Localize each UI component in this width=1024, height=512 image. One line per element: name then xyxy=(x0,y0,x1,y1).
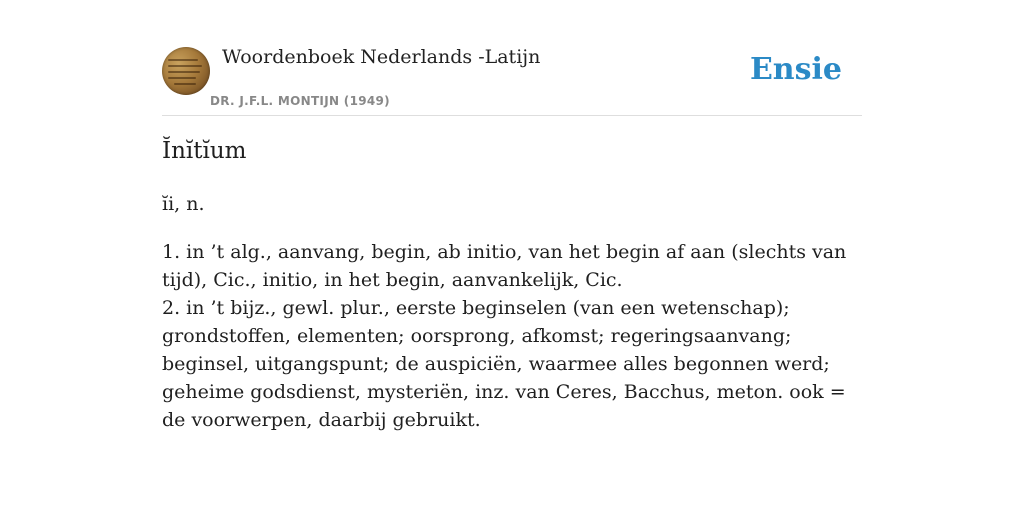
entry-definition xyxy=(162,238,862,434)
definition-sense-2: 2. in ’t bijz., gewl. plur., eerste beginselen (van een wetenschap); grondstoffen, elementen; oorsprong, afkomst; regeringsaanvang; beginsel, uitgangspunt; de auspiciën, waarmee alles begonnen werd; geheime godsdienst, mysteriën, inz. van Ceres, Bacchus, meton. ook = de voorwerpen, daarbij gebruikt. xyxy=(162,297,846,431)
entry-grammar: ĭi, n. xyxy=(162,193,205,215)
header-divider xyxy=(162,115,862,116)
entry-headword: Ĭnĭtĭum xyxy=(162,138,247,164)
definition-sense-1: 1. in ’t alg., aanvang, begin, ab initio, van het begin af aan (slechts van tijd), Cic., initio, in het begin, aanvankelijk, Cic. xyxy=(162,241,847,291)
author-line: DR. J.F.L. MONTIJN (1949) xyxy=(210,94,390,108)
dictionary-header xyxy=(162,45,862,115)
dictionary-title[interactable]: Woordenboek Nederlands -Latijn xyxy=(222,46,541,68)
coin-seal-icon[interactable] xyxy=(162,47,210,95)
ensie-logo-link[interactable]: Ensie xyxy=(749,52,842,87)
